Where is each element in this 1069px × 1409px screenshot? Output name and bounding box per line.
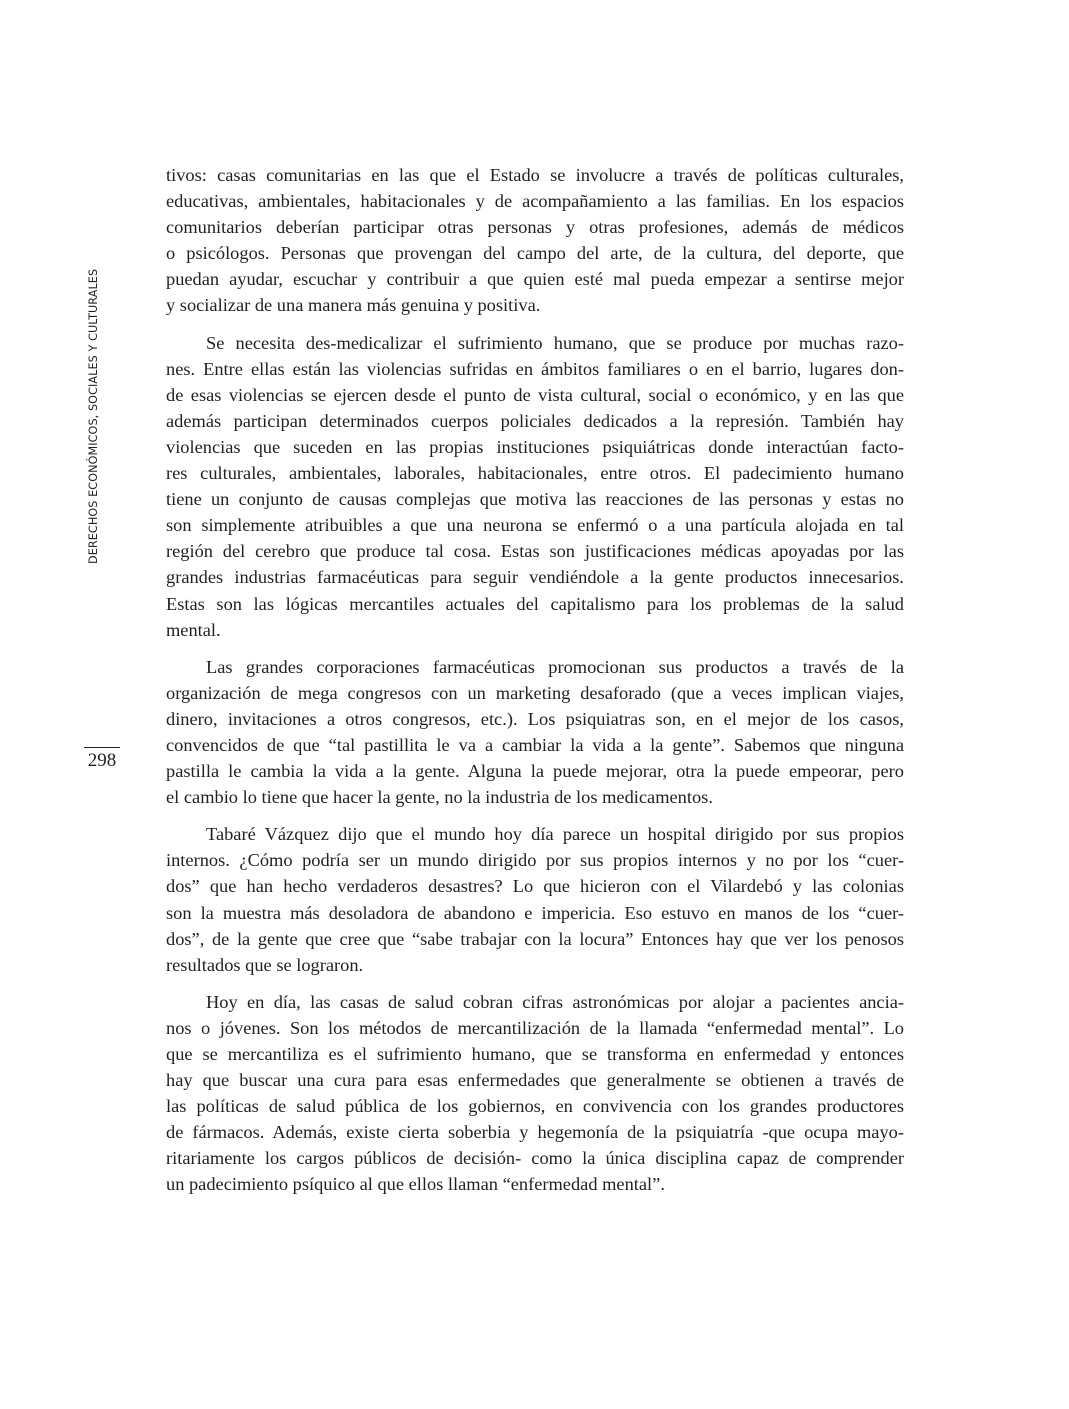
text-line: Se necesita des-medicalizar el sufrimiento humano, que se produce por muchas razo- [206,332,904,353]
text-line: convencidos de que “tal pastillita le va a cambiar la vida a la gente”. Sabemos que ninguna [166,734,904,755]
paragraph [166,330,904,643]
page-number: 298 [87,750,117,771]
body-text [166,162,904,1209]
text-line: un padecimiento psíquico al que ellos llaman “enfermedad mental”. [166,1174,665,1195]
text-line: son simplemente atribuibles a que una neurona se enfermó o a una partícula alojada en tal [166,515,904,536]
text-line: tiene un conjunto de causas complejas que motiva las reacciones de las personas y estas no [166,489,904,510]
running-header: DERECHOS ECONÓMICOS, SOCIALES Y CULTURALES [87,268,100,564]
text-line: dos”, de la gente que cree que “sabe trabajar con la locura” Entonces hay que ver los penosos [166,928,904,949]
text-line: hay que buscar una cura para esas enfermedades que generalmente se obtienen a través de [166,1070,904,1091]
text-line: res culturales, ambientales, laborales, habitacionales, entre otros. El padecimiento humano [166,463,904,484]
text-line: dinero, invitaciones a otros congresos, etc.). Los psiquiatras son, en el mejor de los casos, [166,708,904,729]
text-line: o psicólogos. Personas que provengan del campo del arte, de la cultura, del deporte, que [166,243,904,264]
text-line: violencias que suceden en las propias instituciones psiquiátricas donde interactúan facto- [166,436,904,457]
paragraph [166,654,904,811]
text-line: organización de mega congresos con un marketing desaforado (que a veces implican viajes, [166,682,904,703]
text-line: y socializar de una manera más genuina y positiva. [166,295,541,316]
text-line: de esas violencias se ejercen desde el punto de vista cultural, social o económico, y en las que [166,384,904,405]
text-line: Las grandes corporaciones farmacéuticas promocionan sus productos a través de la [206,656,904,677]
text-line: comunitarios deberían participar otras personas y otras profesiones, además de médicos [166,217,904,238]
text-line: son la muestra más desoladora de abandono e impericia. Eso estuvo en manos de los “cuer- [166,902,904,923]
text-line: el cambio lo tiene que hacer la gente, no la industria de los medicamentos. [166,787,713,808]
text-line: además participan determinados cuerpos policiales dedicados a la represión. También hay [166,410,904,431]
text-line: tivos: casas comunitarias en las que el Estado se involucre a través de políticas culturales, [166,165,904,185]
text-line: Tabaré Vázquez dijo que el mundo hoy día parece un hospital dirigido por sus propios [206,824,904,845]
text-line: educativas, ambientales, habitacionales y de acompañamiento a las familias. En los espacios [166,191,904,212]
text-line: región del cerebro que produce tal cosa. Estas son justificaciones médicas apoyadas por las [166,541,904,562]
text-line: internos. ¿Cómo podría ser un mundo dirigido por sus propios internos y no por los “cuer- [166,850,904,871]
paragraph [166,989,904,1198]
text-line: nos o jóvenes. Son los métodos de mercantilización de la llamada “enfermedad mental”. Lo [166,1017,904,1038]
text-line: Estas son las lógicas mercantiles actuales del capitalismo para los problemas de la salud [166,593,904,614]
text-line: pastilla le cambia la vida a la gente. Alguna la puede mejorar, otra la puede empeorar, pero [166,761,904,782]
text-line: mental. [166,619,221,640]
text-line: ritariamente los cargos públicos de decisión- como la única disciplina capaz de comprender [166,1148,904,1169]
text-line: grandes industrias farmacéuticas para seguir vendiéndole a la gente productos innecesarios. [166,567,904,588]
text-line: resultados que se lograron. [166,954,364,975]
text-line: puedan ayudar, escuchar y contribuir a que quien esté mal pueda empezar a sentirse mejor [166,269,904,290]
text-line: de fármacos. Además, existe cierta soberbia y hegemonía de la psiquiatría -que ocupa mayo- [166,1122,904,1143]
paragraph [166,162,904,319]
paragraph [166,821,904,978]
text-line: nes. Entre ellas están las violencias sufridas en ámbitos familiares o en el barrio, lugares don- [166,358,904,379]
text-line: Hoy en día, las casas de salud cobran cifras astronómicas por alojar a pacientes ancia- [206,991,904,1012]
text-line: dos” que han hecho verdaderos desastres? Lo que hicieron con el Vilardebó y las colonias [166,876,904,897]
text-line: las políticas de salud pública de los gobiernos, en convivencia con los grandes productores [166,1096,904,1117]
text-line: que se mercantiliza es el sufrimiento humano, que se transforma en enfermedad y entonces [166,1044,904,1064]
